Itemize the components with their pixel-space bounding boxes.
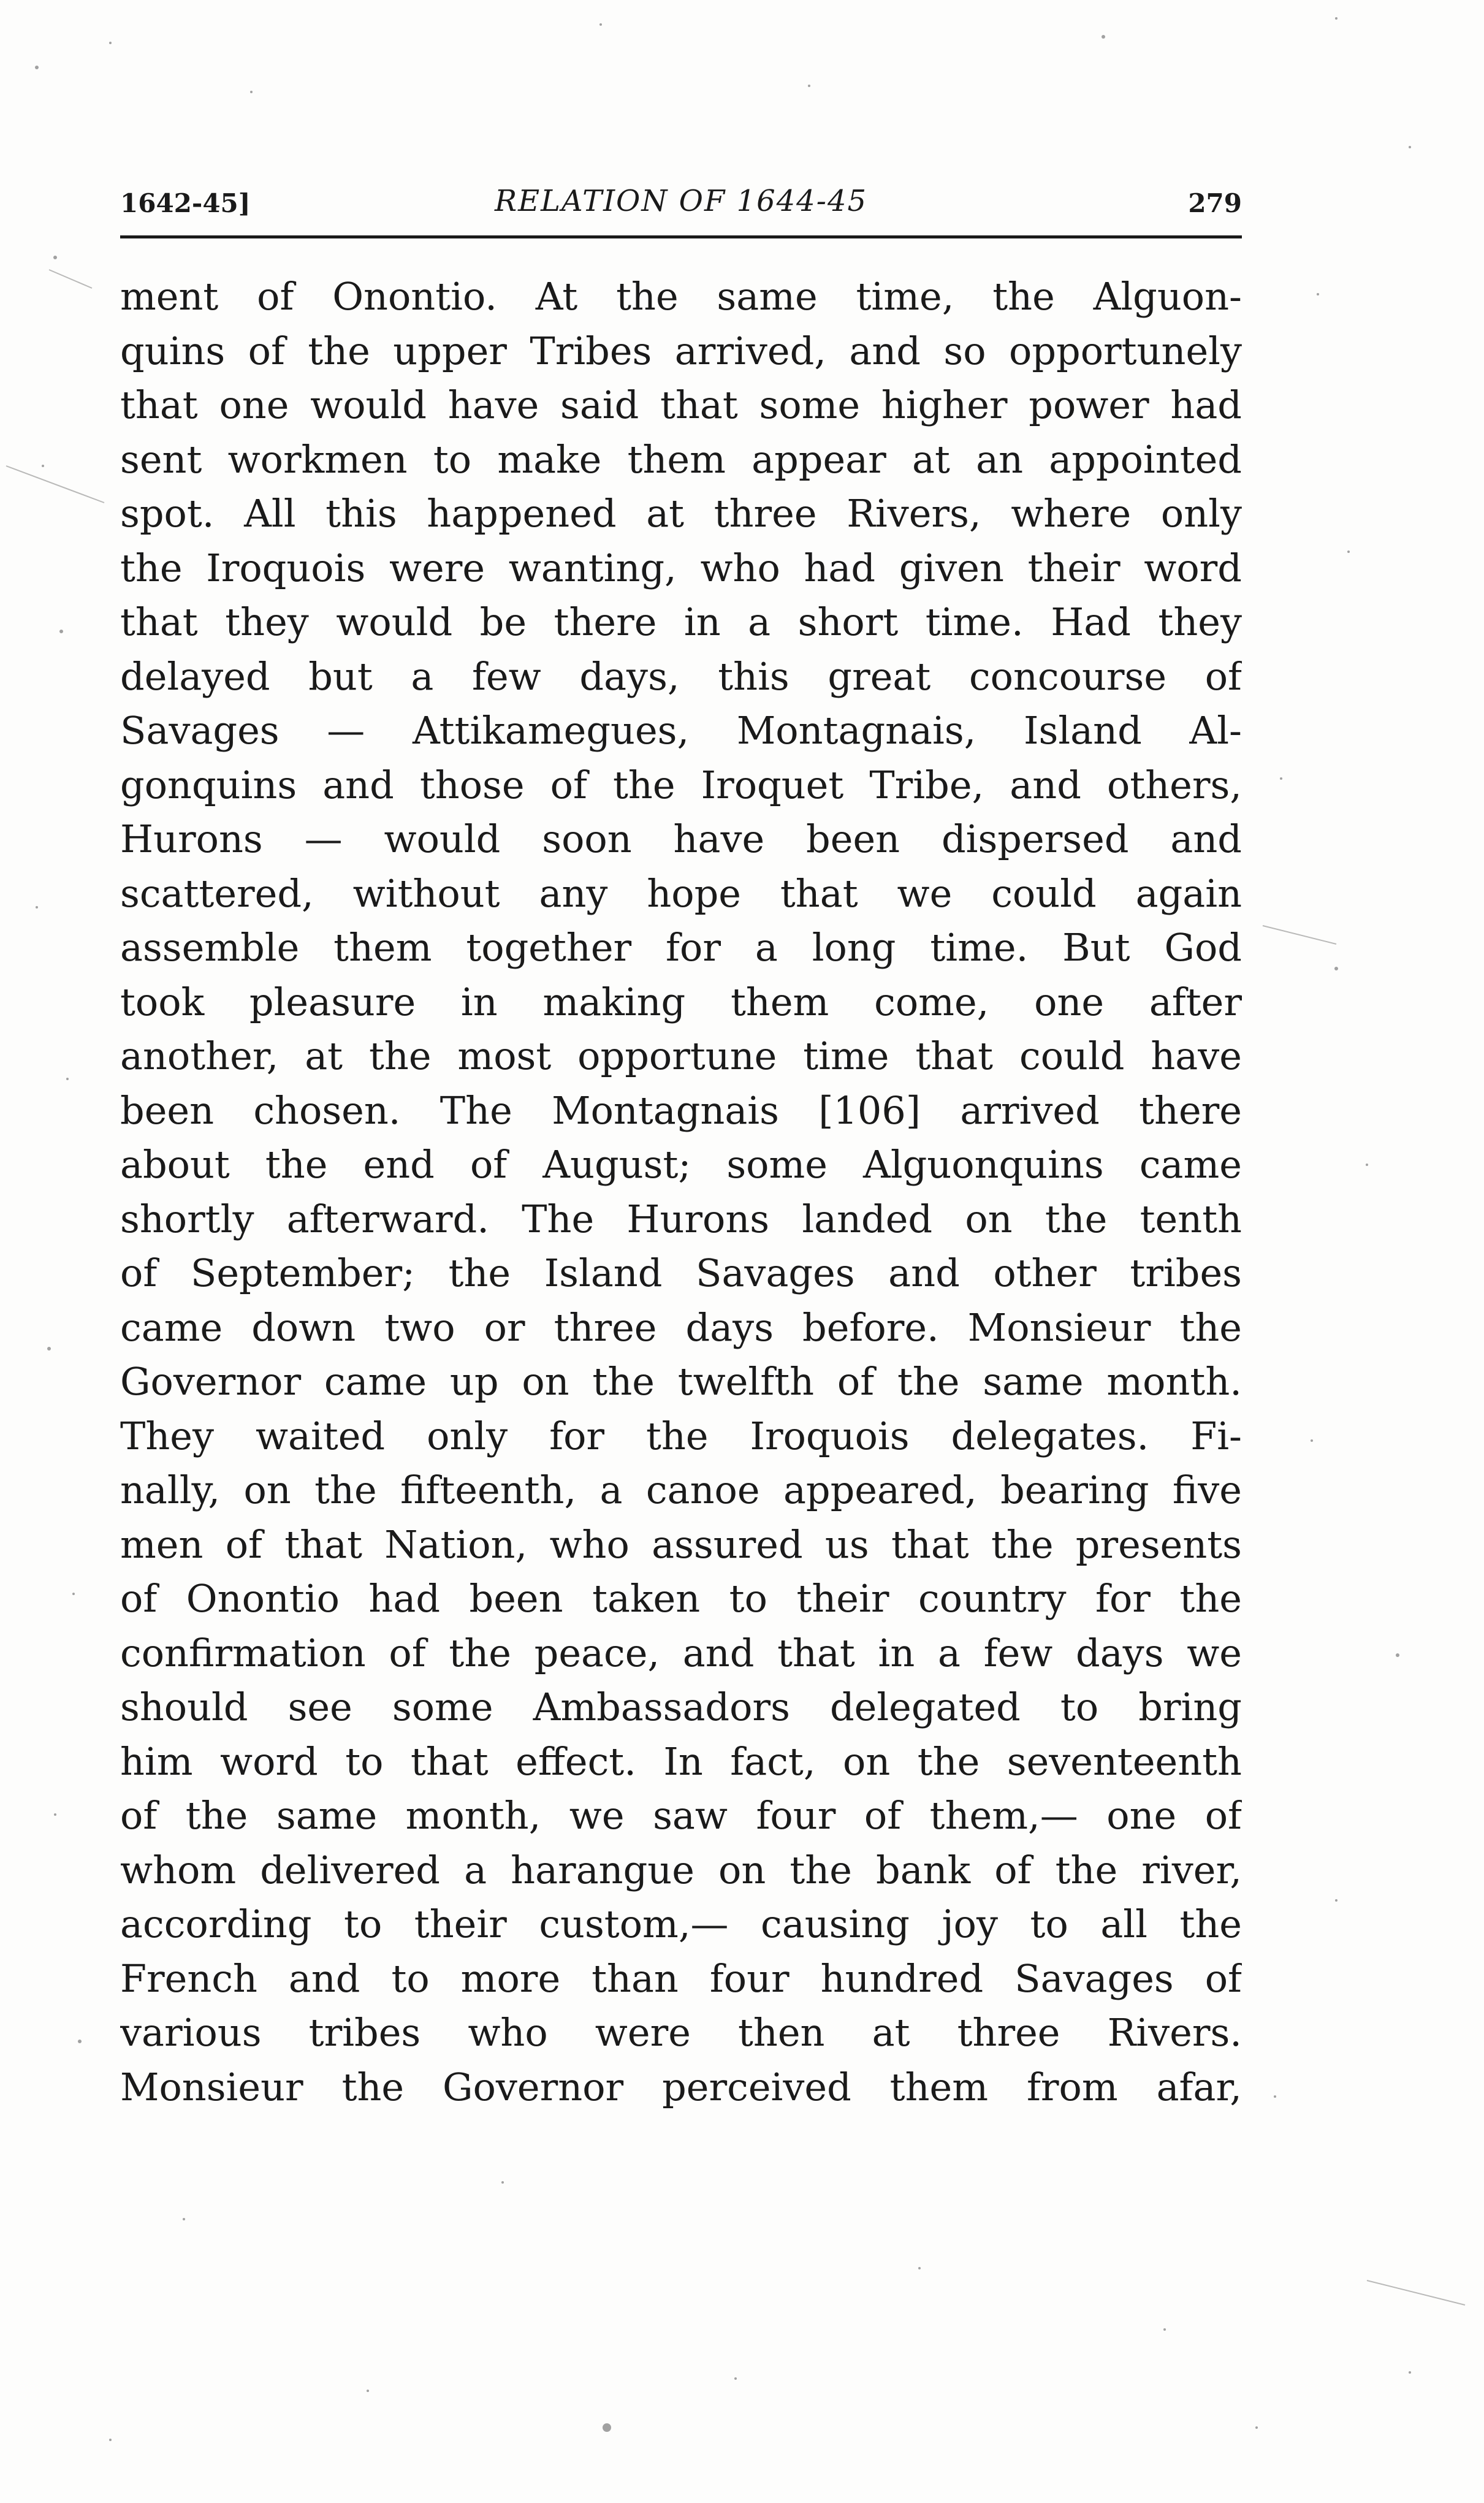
text-line: assemble them together for a long time. But God — [120, 925, 1242, 970]
text-line: came down two or three days before. Monsieur the — [120, 1305, 1242, 1350]
text-line: delayed but a few days, this great concourse of — [120, 653, 1242, 699]
text-line: of the same month, we saw four of them,— one of — [120, 1793, 1242, 1838]
text-line: scattered, without any hope that we could again — [120, 871, 1242, 916]
text-line: of Onontio had been taken to their country for the — [120, 1576, 1242, 1621]
text-line: confirmation of the peace, and that in a few days we — [120, 1630, 1242, 1675]
text-line: French and to more than four hundred Savages of — [120, 1956, 1242, 2001]
text-line: various tribes who were then at three Rivers. — [120, 2010, 1242, 2055]
text-line: about the end of August; some Alguonquins came — [120, 1142, 1242, 1187]
text-line: spot. All this happened at three Rivers, where only — [120, 491, 1242, 536]
text-line: according to their custom,— causing joy to all the — [120, 1902, 1242, 1946]
text-line: Hurons — would soon have been dispersed and — [120, 817, 1242, 861]
text-line: They waited only for the Iroquois delegates. Fi- — [120, 1413, 1242, 1458]
text-line: quins of the upper Tribes arrived, and so opportunely — [120, 328, 1242, 373]
text-line: that they would be there in a short time. Had they — [120, 600, 1242, 644]
text-line: been chosen. The Montagnais [106] arrived there — [120, 1088, 1242, 1133]
text-line: Governor came up on the twelfth of the same month. — [120, 1359, 1242, 1404]
text-line: of September; the Island Savages and other tribes — [120, 1251, 1242, 1295]
text-line: should see some Ambassadors delegated to bring — [120, 1685, 1242, 1729]
header-title: RELATION OF 1644-45 — [494, 184, 868, 218]
header-rule — [120, 235, 1242, 238]
text-line: that one would have said that some higher power had — [120, 383, 1242, 427]
text-line: shortly afterward. The Hurons landed on the tenth — [120, 1196, 1242, 1241]
text-line: nally, on the fifteenth, a canoe appeared, bearing five — [120, 1468, 1242, 1512]
text-line: whom delivered a harangue on the bank of the river, — [120, 1847, 1242, 1892]
text-line: sent workmen to make them appear at an appointed — [120, 436, 1242, 482]
text-line: another, at the most opportune time that could have — [120, 1034, 1242, 1078]
header-page-range: 1642-45] — [120, 188, 251, 218]
running-header — [120, 179, 1242, 222]
page-number: 279 — [1188, 188, 1242, 218]
text-line: Savages — Attikamegues, Montagnais, Island Al- — [120, 708, 1242, 753]
text-line: gonquins and those of the Iroquet Tribe, and others, — [120, 762, 1242, 807]
text-line: ment of Onontio. At the same time, the Alguon- — [120, 274, 1242, 319]
text-line: took pleasure in making them come, one after — [120, 979, 1242, 1024]
text-line: men of that Nation, who assured us that the presents — [120, 1522, 1242, 1567]
text-line: Monsieur the Governor perceived them from afar, — [120, 2064, 1242, 2109]
body-text — [120, 270, 1242, 2114]
text-line: him word to that effect. In fact, on the seventeenth — [120, 1739, 1242, 1784]
text-line: the Iroquois were wanting, who had given their word — [120, 545, 1242, 590]
